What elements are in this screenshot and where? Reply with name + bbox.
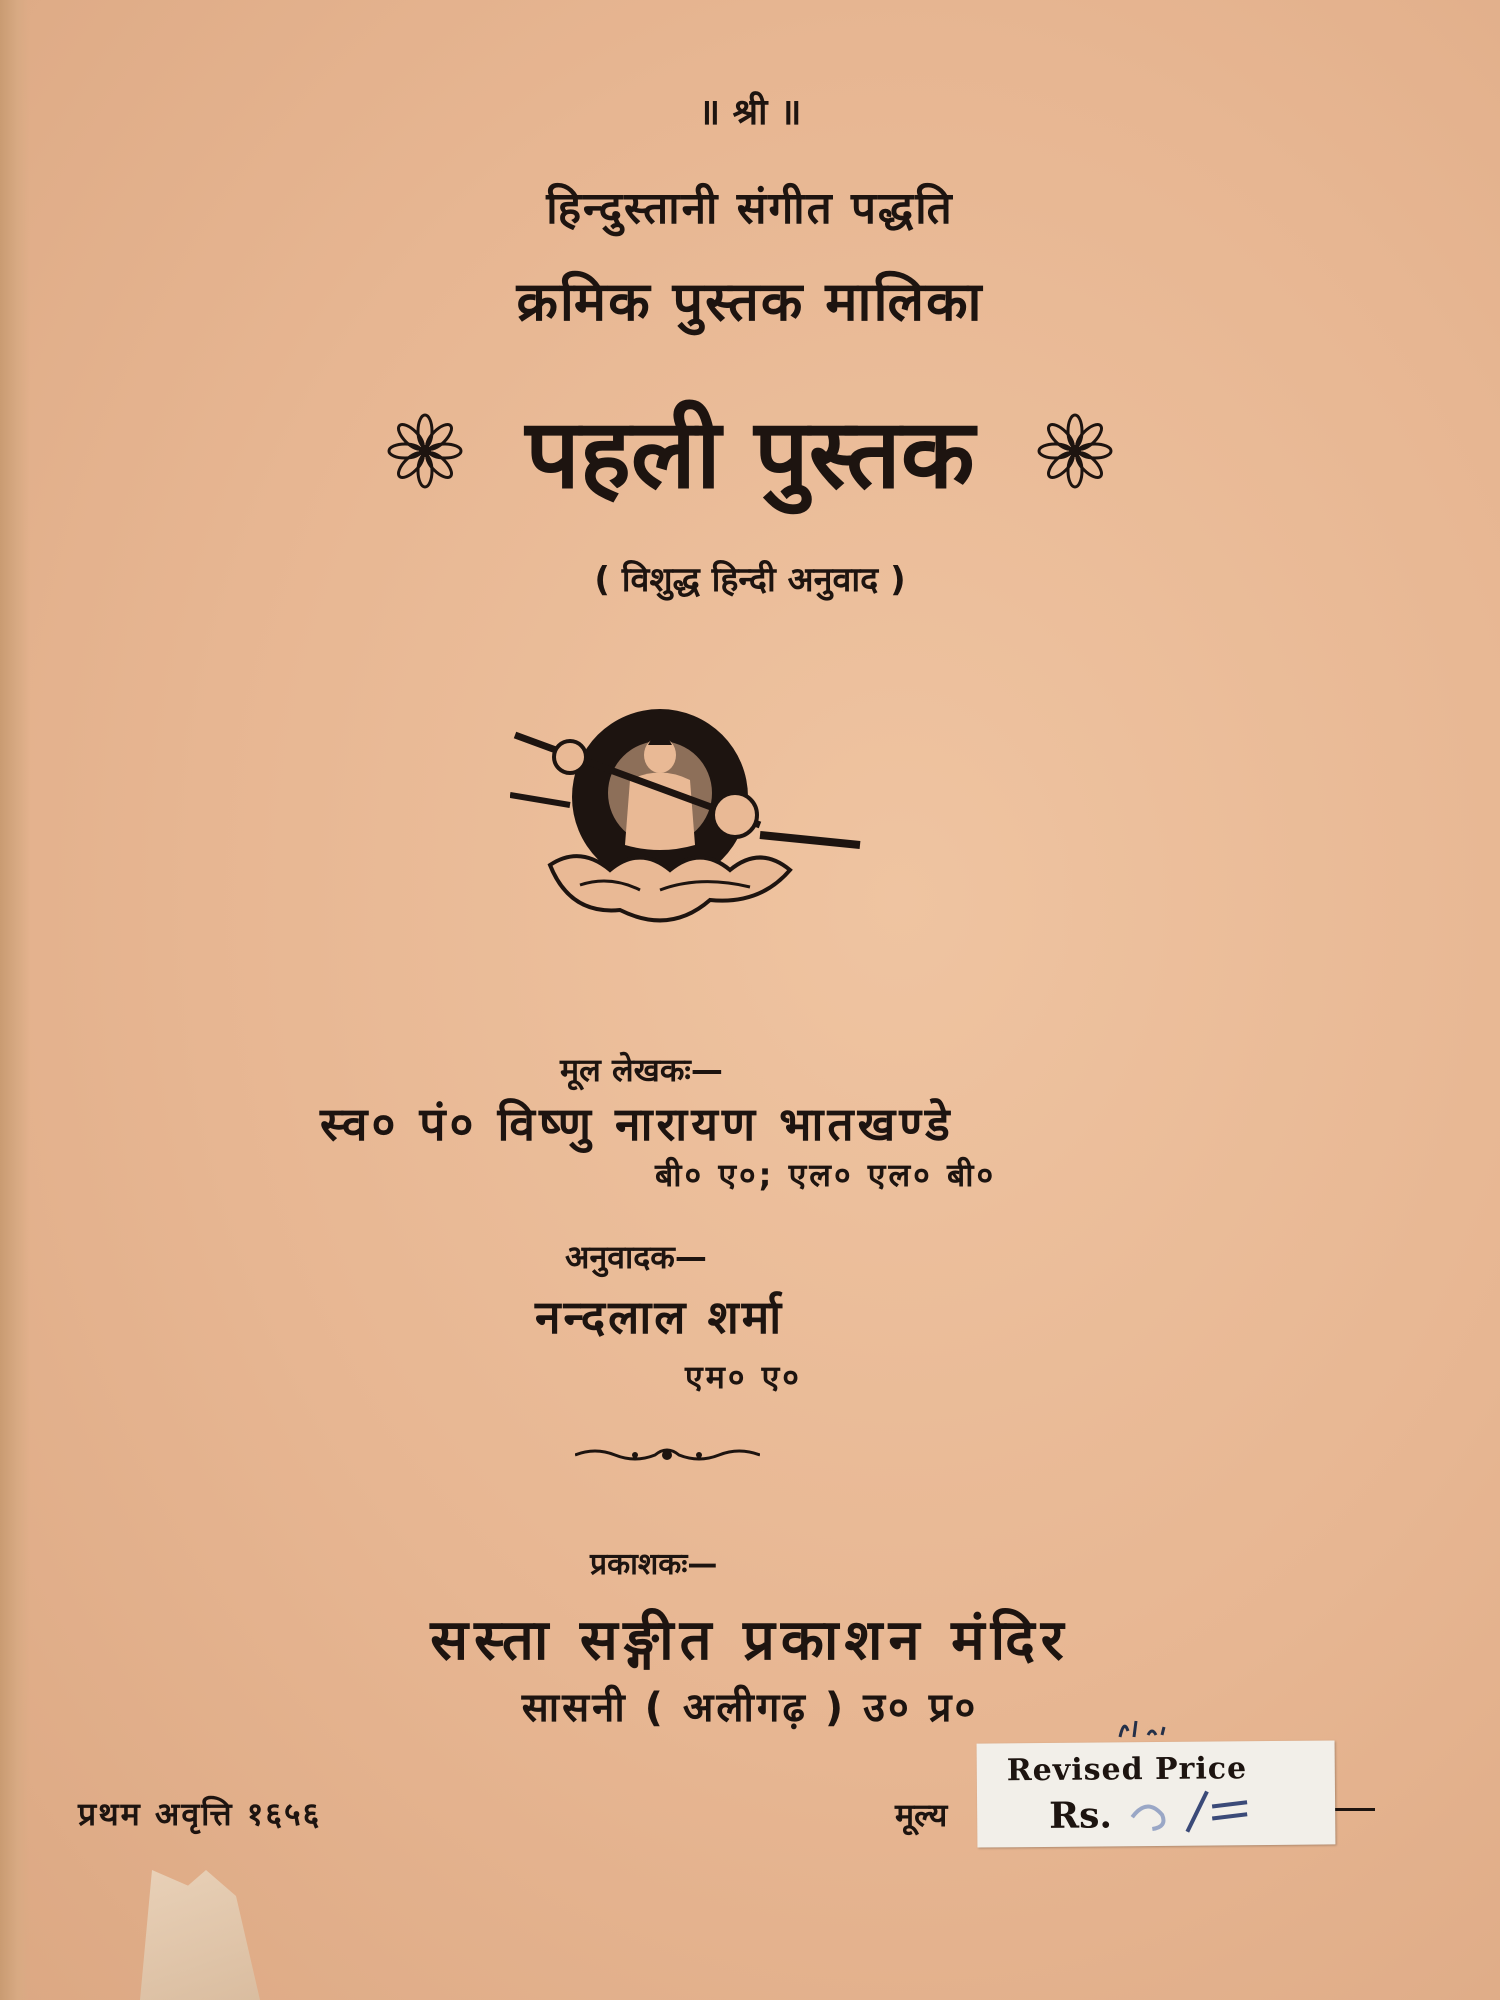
flower-ornament-left-icon [385, 411, 465, 491]
sticker-title: Revised Price [1006, 1751, 1248, 1789]
paper-tear [140, 1870, 260, 2000]
saraswati-veena-emblem-icon [510, 705, 880, 945]
author-name: स्व० पं० विष्णु नारायण भातखण्डे [320, 1097, 954, 1151]
flower-ornament-right-icon [1035, 411, 1115, 491]
author-degree: बी० ए०; एल० एल० बी० [655, 1156, 997, 1194]
scroll-divider-icon [575, 1445, 760, 1465]
subtitle: ( विशुद्ध हिन्दी अनुवाद ) [594, 560, 906, 600]
translator-label: अनुवादक— [565, 1238, 707, 1276]
edition-note: प्रथम अवृत्ति १६५६ [78, 1795, 322, 1833]
publisher-name: सस्ता सङ्गीत प्रकाशन मंदिर [430, 1608, 1070, 1673]
shri-invocation: ॥ श्री ॥ [698, 92, 802, 133]
collection-name: क्रमिक पुस्तक मालिका [516, 270, 984, 333]
publisher-place: सासनी ( अलीगढ़ ) उ० प्र० [521, 1685, 979, 1731]
translator-degree: एम० ए० [685, 1358, 802, 1396]
price-rule [1335, 1808, 1375, 1811]
translator-name: नन्दलाल शर्मा [535, 1290, 785, 1344]
author-label: मूल लेखकः— [560, 1051, 723, 1089]
sticker-rs: Rs. [1049, 1794, 1113, 1837]
price-label: मूल्य [895, 1796, 948, 1834]
book-title: पहली पुस्तक [525, 397, 975, 510]
series-name: हिन्दुस्तानी संगीत पद्धति [546, 183, 954, 234]
handwritten-mark [1118, 1717, 1168, 1741]
publisher-label: प्रकाशकः— [590, 1547, 718, 1582]
revised-price-sticker [977, 1740, 1336, 1847]
handwritten-price [1127, 1786, 1257, 1837]
title-row [0, 385, 1500, 516]
